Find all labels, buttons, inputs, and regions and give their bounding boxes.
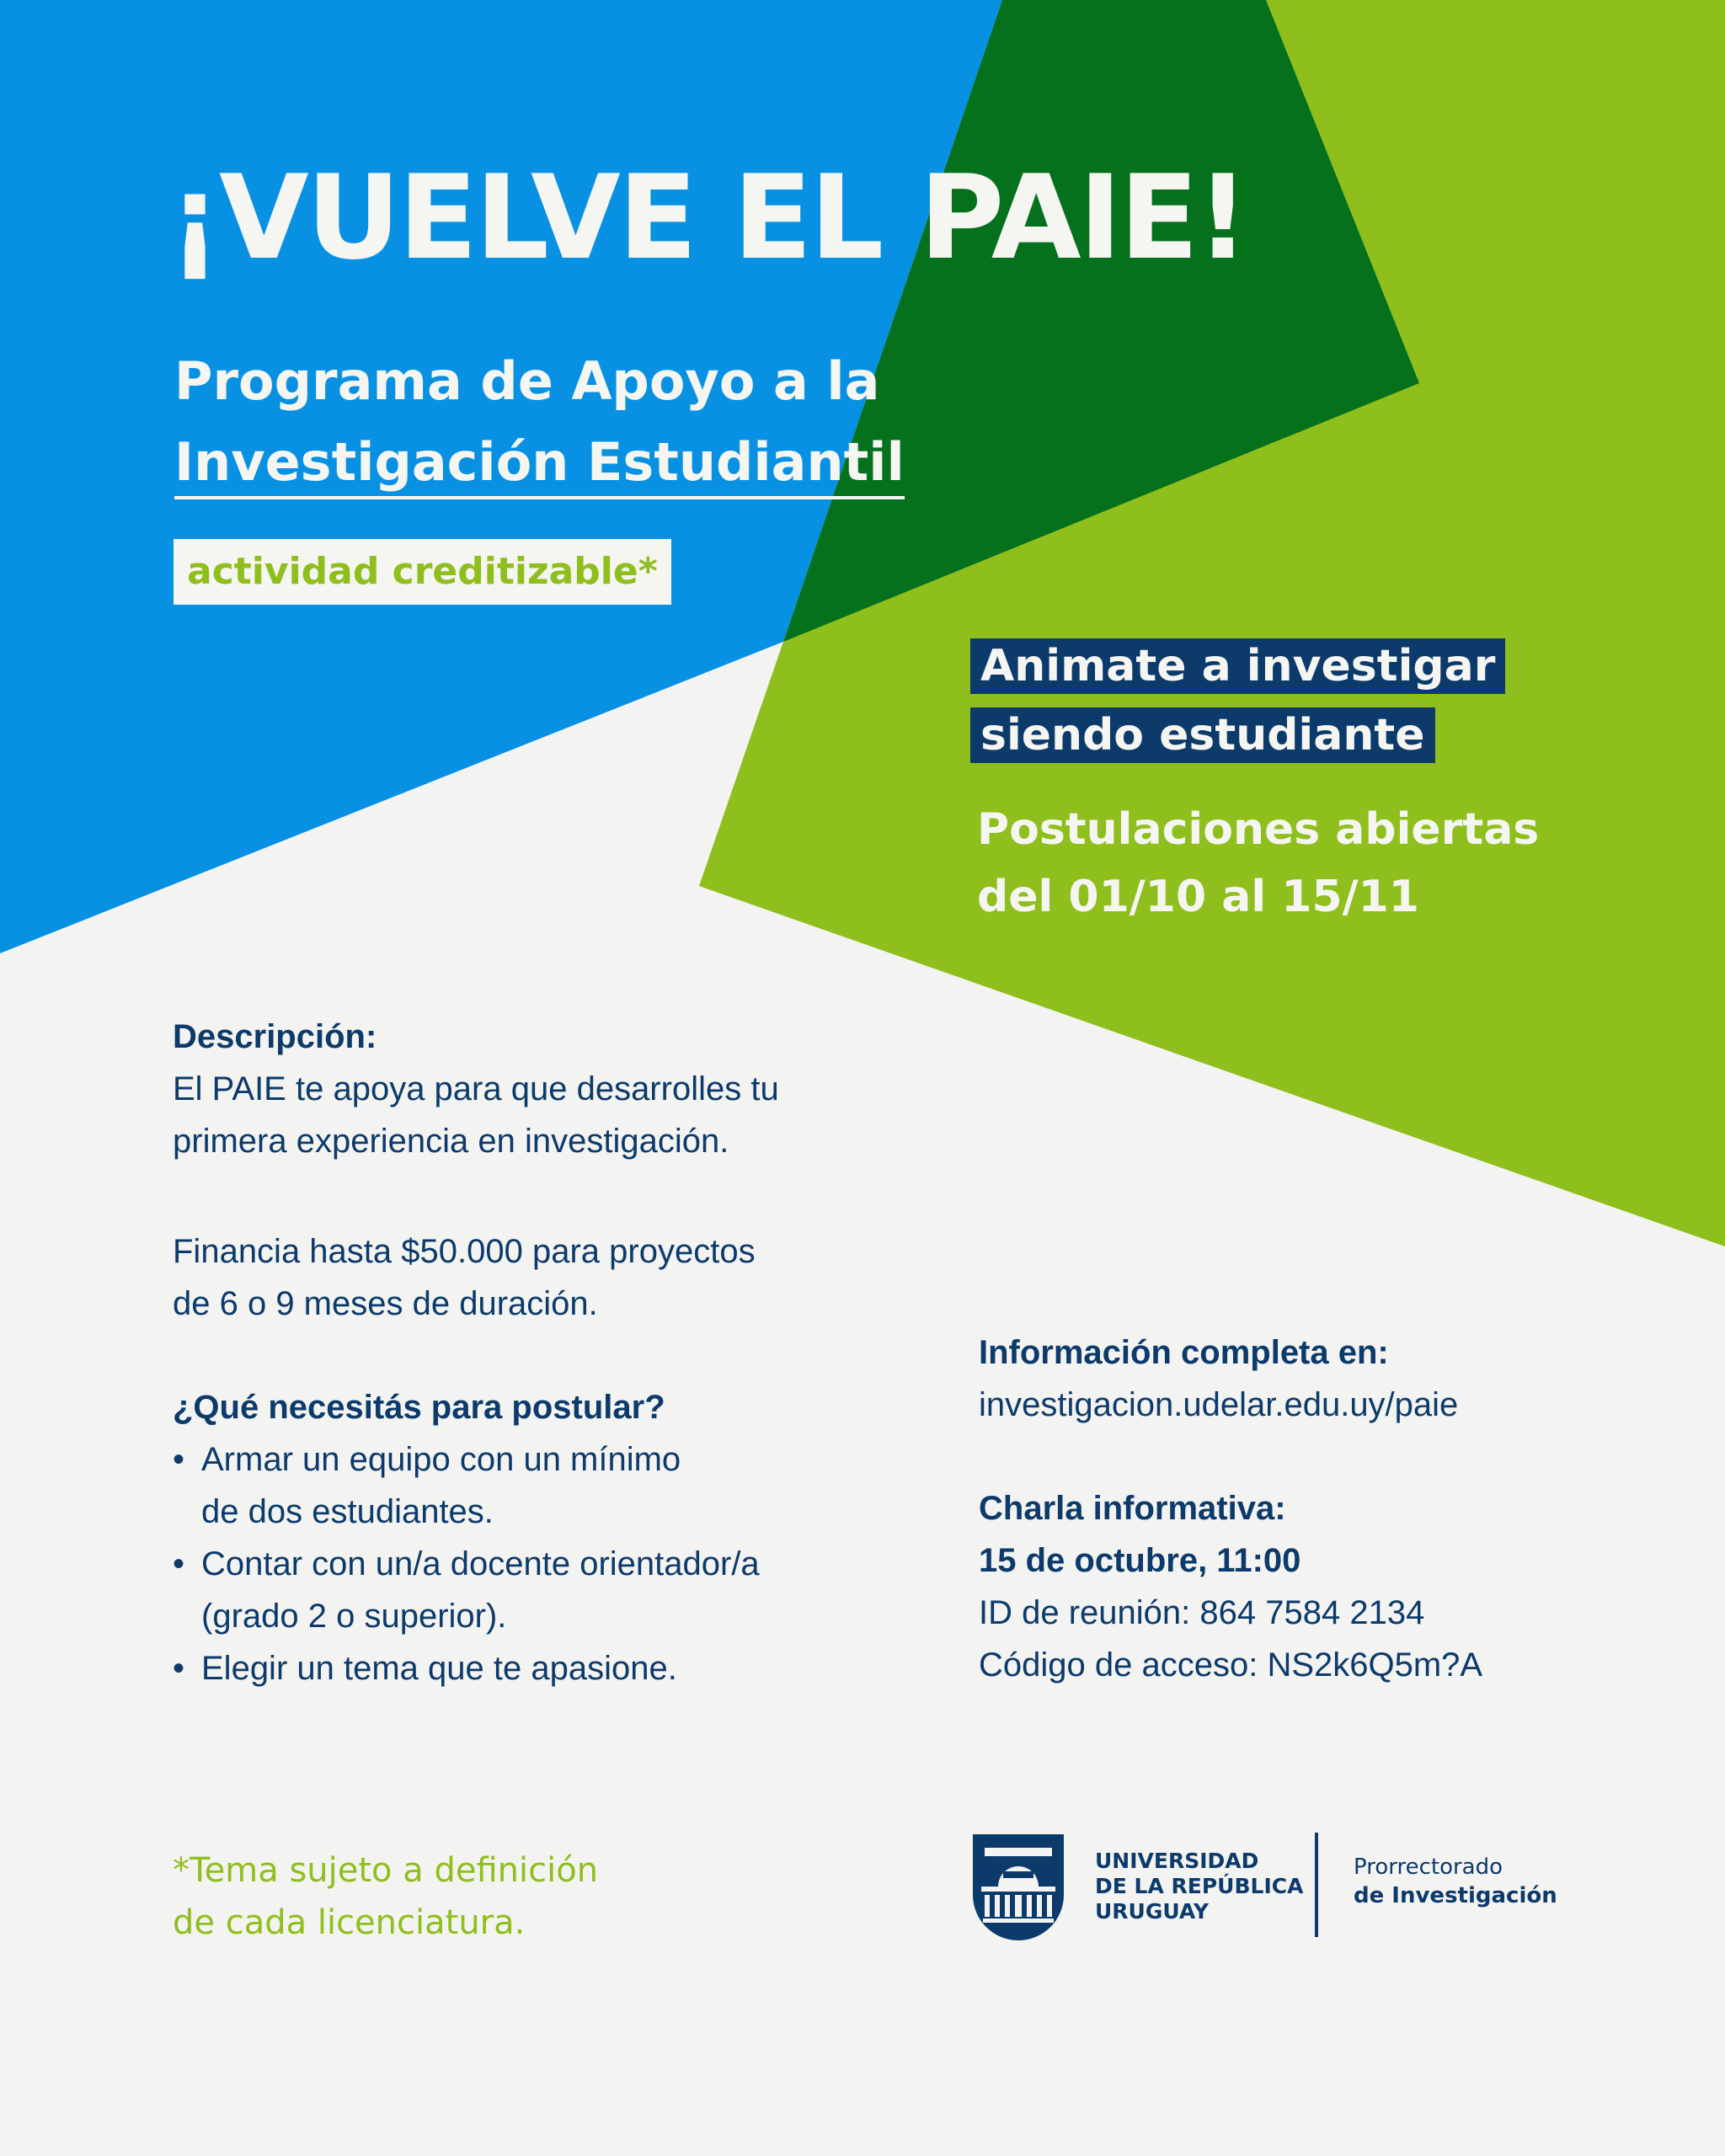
university-line-1: UNIVERSIDAD xyxy=(1095,1849,1259,1873)
office-line-2: de Investigación xyxy=(1354,1883,1557,1908)
university-line-2: DE LA REPÚBLICA xyxy=(1095,1874,1304,1898)
callout-line-2: siendo estudiante xyxy=(970,707,1435,763)
info-url-link[interactable]: investigacion.udelar.edu.uy/paie xyxy=(979,1386,1459,1423)
description-line-1: El PAIE te apoya para que desarrolles tu xyxy=(173,1070,779,1107)
university-name xyxy=(1095,1849,1303,1924)
list-item xyxy=(173,1642,760,1694)
info-section xyxy=(979,1326,1458,1431)
financing-line-1: Financia hasta $50.000 para proyectos xyxy=(173,1233,756,1270)
financing-line-2: de 6 o 9 meses de duración. xyxy=(173,1285,598,1322)
talk-heading: Charla informativa: xyxy=(979,1490,1286,1527)
applications-line-2: del 01/10 al 15/11 xyxy=(977,872,1419,922)
university-seal-icon xyxy=(973,1834,1064,1940)
headline: ¡VUELVE EL PAIE! xyxy=(168,150,1247,286)
program-subtitle xyxy=(174,341,905,503)
meeting-id: ID de reunión: 864 7584 2134 xyxy=(979,1594,1425,1631)
requirement-1-line-2: de dos estudiantes. xyxy=(201,1493,494,1530)
subtitle-line-2: Investigación Estudiantil xyxy=(174,429,905,499)
description-heading: Descripción: xyxy=(173,1018,377,1055)
requirement-2-line-2: (grado 2 o superior). xyxy=(201,1598,507,1635)
creditable-badge: actividad creditizable* xyxy=(174,539,671,605)
logo-divider xyxy=(1315,1833,1318,1937)
requirement-2-line-1: • Contar con un/a docente orientador/a xyxy=(201,1545,760,1582)
talk-date: 15 de octubre, 11:00 xyxy=(979,1542,1301,1579)
footnote-line-1: *Tema sujeto a definición xyxy=(173,1851,599,1890)
requirement-3-line-1: • Elegir un tema que te apasione. xyxy=(201,1650,677,1687)
callout-line-1: Animate a investigar xyxy=(970,638,1505,694)
applications-dates xyxy=(977,796,1539,931)
requirements-section xyxy=(173,1381,760,1694)
subtitle-line-1: Programa de Apoyo a la xyxy=(174,350,880,412)
applications-line-1: Postulaciones abiertas xyxy=(977,804,1540,855)
footnote-line-2: de cada licenciatura. xyxy=(173,1903,526,1942)
description-section xyxy=(173,1011,779,1167)
financing-section xyxy=(173,1225,756,1330)
info-heading: Información completa en: xyxy=(979,1334,1389,1371)
list-item xyxy=(173,1433,760,1538)
requirement-1-line-1: • Armar un equipo con un mínimo xyxy=(201,1441,681,1478)
university-line-3: URUGUAY xyxy=(1095,1899,1209,1924)
list-item xyxy=(173,1538,760,1642)
talk-section xyxy=(979,1482,1482,1691)
office-name xyxy=(1354,1853,1557,1910)
requirements-list xyxy=(173,1433,760,1694)
footnote xyxy=(173,1844,598,1949)
office-line-1: Prorrectorado xyxy=(1354,1854,1503,1880)
description-line-2: primera experiencia en investigación. xyxy=(173,1123,729,1160)
requirements-heading: ¿Qué necesitás para postular? xyxy=(173,1389,665,1426)
access-code: Código de acceso: NS2k6Q5m?A xyxy=(979,1646,1483,1684)
